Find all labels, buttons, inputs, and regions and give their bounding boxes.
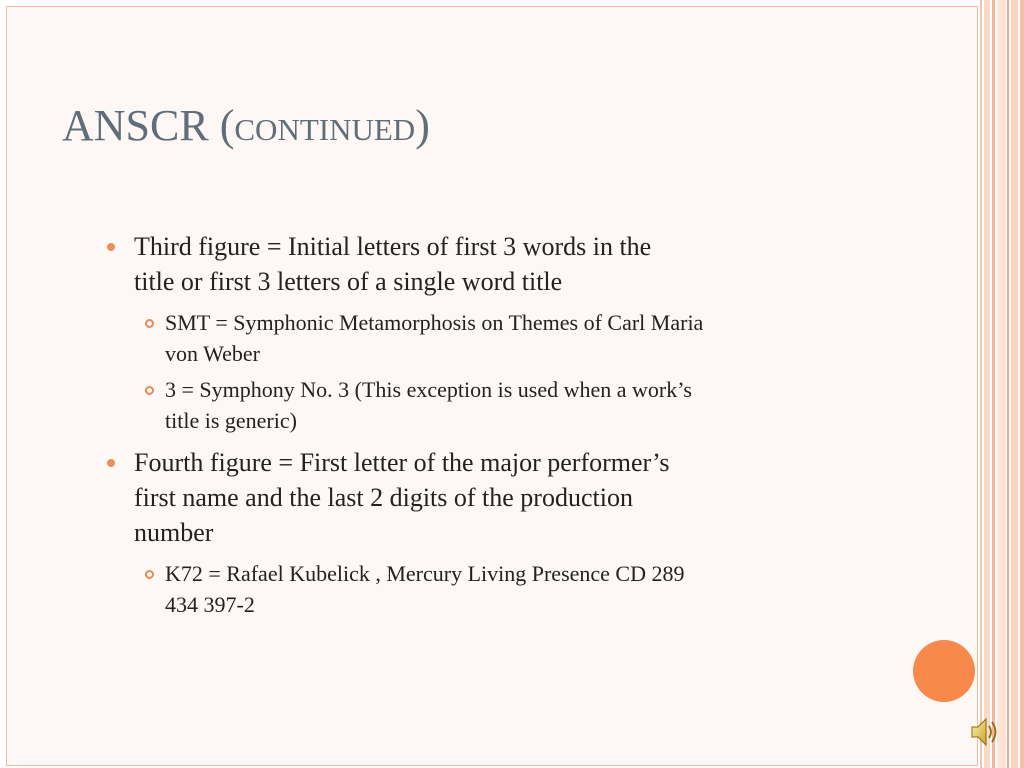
sub-bullet-line: von Weber — [165, 341, 260, 366]
title-continued: continued — [234, 101, 416, 150]
bullet-line: Fourth figure = First letter of the major performer’s — [134, 448, 670, 477]
sub-bullet-marker — [145, 319, 154, 328]
title-close: ) — [415, 101, 430, 150]
sub-bullet-line: title is generic) — [165, 408, 297, 433]
sub-bullet-marker — [145, 386, 154, 395]
decorative-stripes — [980, 0, 1024, 768]
bullet-marker — [107, 243, 115, 251]
sub-bullet-item — [165, 307, 703, 369]
speaker-icon[interactable] — [970, 712, 1000, 752]
bullet-marker — [107, 459, 115, 467]
title-main: ANSCR ( — [62, 101, 235, 150]
bullet-line: Third figure = Initial letters of first 3 words in the — [134, 232, 652, 261]
sub-bullet-line: 434 397-2 — [165, 592, 255, 617]
bullet-item — [134, 445, 670, 550]
decorative-circle — [913, 640, 975, 702]
sub-bullet-marker — [145, 570, 154, 579]
bullet-item — [134, 229, 651, 299]
sub-bullet-line: K72 = Rafael Kubelick , Mercury Living Presence CD 289 — [165, 561, 685, 586]
bullet-line: title or first 3 letters of a single word title — [134, 267, 563, 296]
sub-bullet-item — [165, 558, 685, 620]
sub-bullet-line: SMT = Symphonic Metamorphosis on Themes of Carl Maria — [165, 310, 704, 335]
bullet-line: first name and the last 2 digits of the production — [134, 483, 633, 512]
sub-bullet-item — [165, 374, 692, 436]
sub-bullet-line: 3 = Symphony No. 3 (This exception is used when a work’s — [165, 377, 692, 402]
bullet-line: number — [134, 518, 214, 547]
